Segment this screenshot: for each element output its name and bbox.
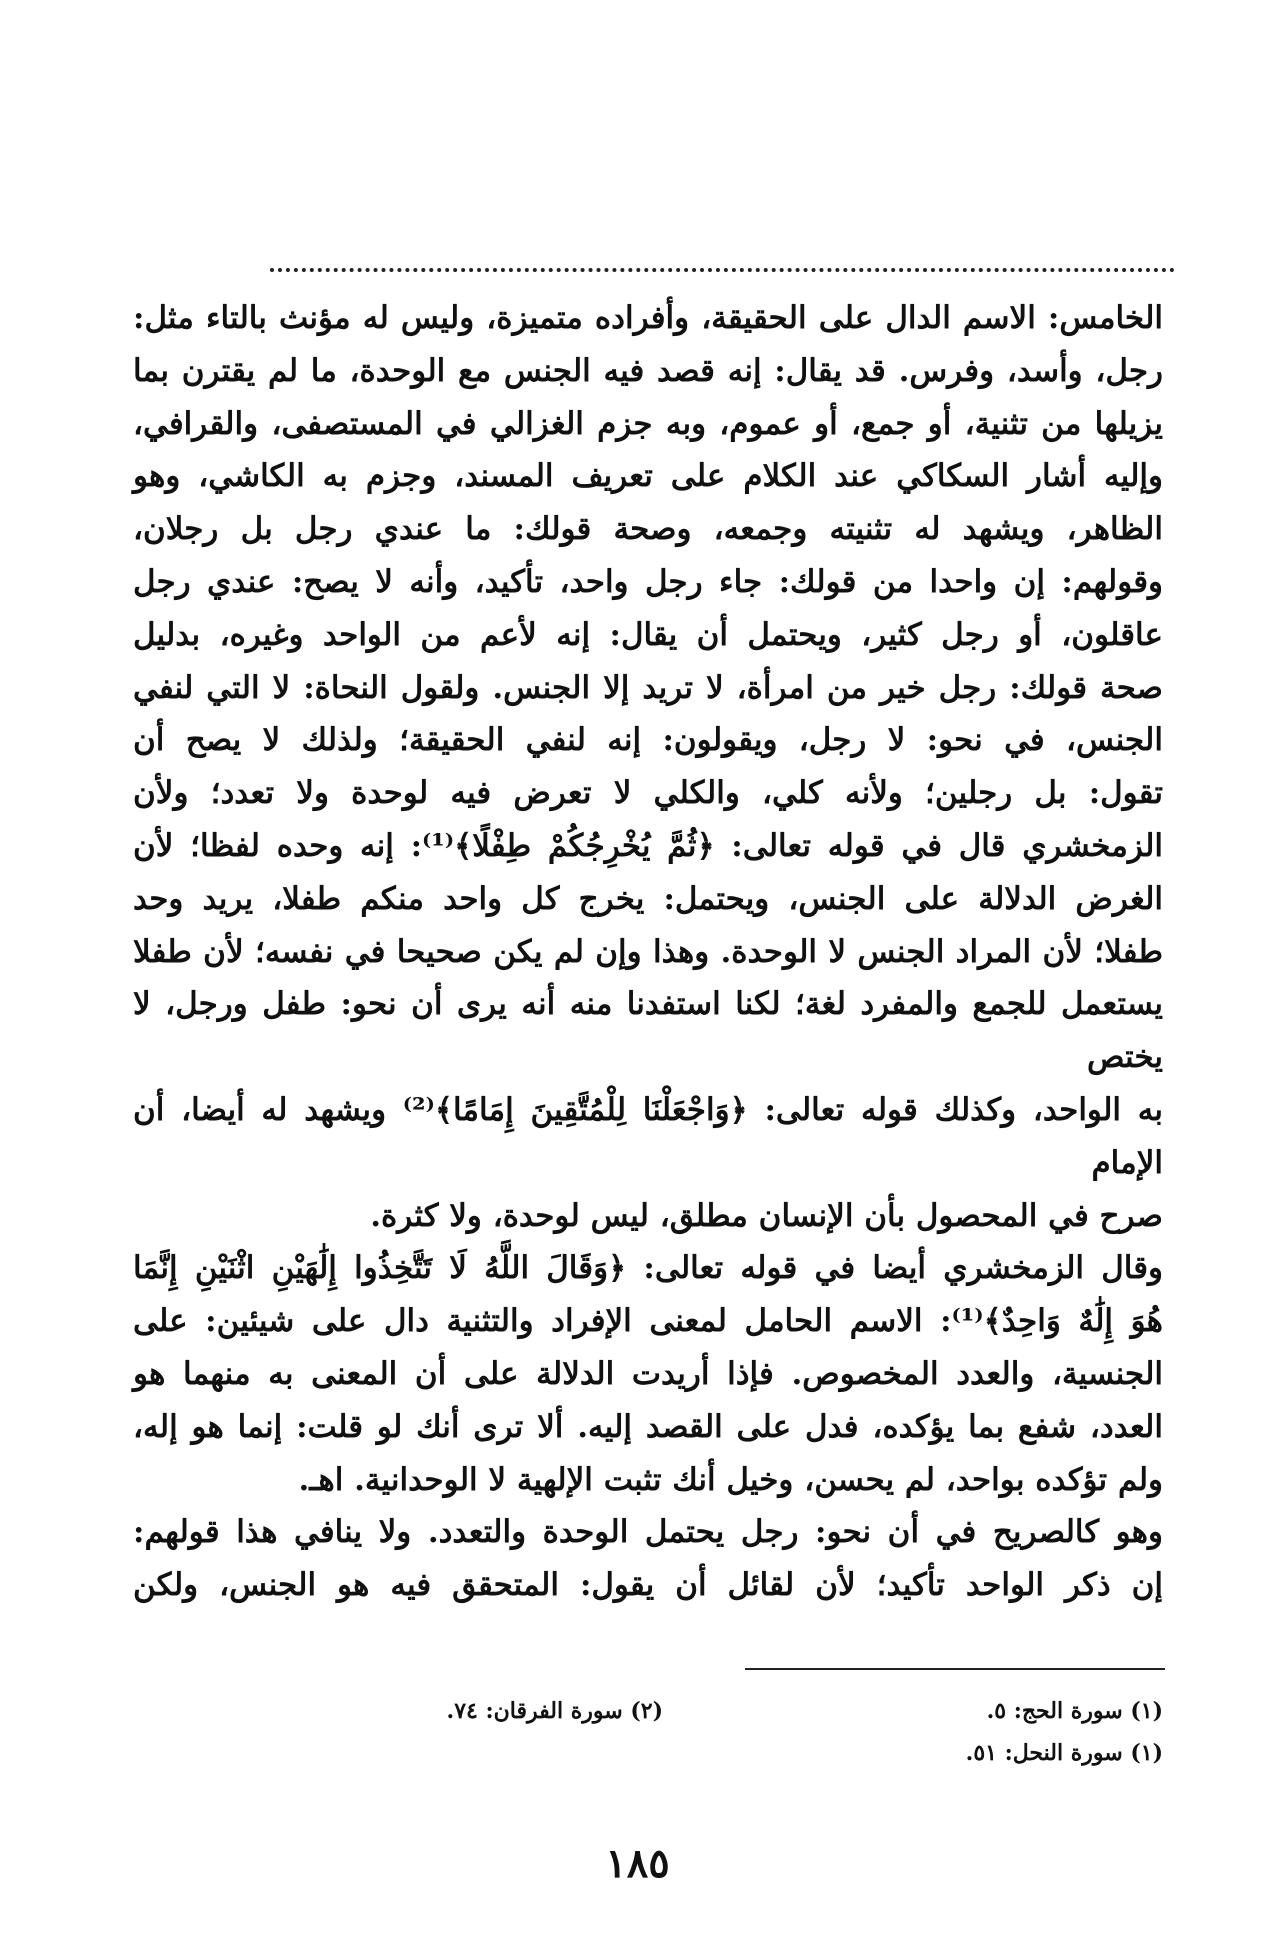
- text-line: الجنسية، والعدد المخصوص. فإذا أريدت الدلالة على أن المعنى به منهما هو: [133, 1355, 1163, 1392]
- text-line: العدد، شفع بما يؤكده، فدل على القصد إليه. ألا ترى أنك لو قلت: إنما هو إله،: [133, 1408, 1163, 1445]
- text-line: وقال الزمخشري أيضا في قوله تعالى: ﴿وَقَالَ اللَّهُ لَا تَتَّخِذُوا إِلَٰهَيْنِ اثْنَيْنِ إِنَّمَا: [133, 1250, 1163, 1287]
- text-line: الغرض الدلالة على الجنس، ويحتمل: يخرج كل واحد منكم طفلا، يريد وحد: [133, 880, 1163, 917]
- text-line: به الواحد، وكذلك قوله تعالى: ﴿وَاجْعَلْنَا لِلْمُتَّقِينَ إِمَامًا﴾⁽²⁾ ويشهد له أيضا، أن الإمام: [133, 1091, 1163, 1181]
- text-line: ولم تؤكده بواحد، لم يحسن، وخيل أنك تثبت الإلهية لا الوحدانية. اهـ.: [298, 1461, 1163, 1498]
- text-line: يزيلها من تثنية، أو جمع، أو عموم، وبه جزم الغزالي في المستصفى، والقرافي،: [133, 405, 1163, 442]
- footnotes: [163, 1690, 1163, 1774]
- top-dotted-rule: [270, 268, 1175, 272]
- main-text: [133, 292, 1163, 1612]
- text-line: يستعمل للجمع والمفرد لغة؛ لكنا استفدنا منه أنه يرى أن نحو: طفل ورجل، لا يختص: [133, 986, 1163, 1076]
- text-line: هُوَ إِلَٰهٌ وَاحِدٌ﴾⁽¹⁾: الاسم الحامل لمعنى الإفراد والتثنية دال على شيئين: على: [133, 1303, 1163, 1340]
- text-line: وقولهم: إن واحدا من قولك: جاء رجل واحد، تأكيد، وأنه لا يصح: عندي رجل: [133, 563, 1163, 600]
- footnote: (١) سورة الحج: ٥.: [986, 1698, 1163, 1724]
- text-line: صرح في المحصول بأن الإنسان مطلق، ليس لوحدة، ولا كثرة.: [370, 1197, 1163, 1234]
- page-number: ١٨٥: [605, 1840, 670, 1887]
- footnote: (٢) سورة الفرقان: ٧٤.: [446, 1698, 663, 1724]
- footnote-row: [163, 1732, 1163, 1774]
- text-line: الجنس، في نحو: لا رجل، ويقولون: إنه لنفي الحقيقة؛ ولذلك لا يصح أن: [133, 722, 1163, 759]
- text-line: رجل، وأسد، وفرس. قد يقال: إنه قصد فيه الجنس مع الوحدة، ما لم يقترن بما: [133, 352, 1163, 389]
- footnote: (١) سورة النحل: ٥١.: [965, 1740, 1163, 1766]
- text-line: الظاهر، ويشهد له تثنيته وجمعه، وصحة قولك: ما عندي رجل بل رجلان،: [133, 511, 1163, 548]
- text-line: وإليه أشار السكاكي عند الكلام على تعريف المسند، وجزم به الكاشي، وهو: [133, 458, 1163, 495]
- text-line: الزمخشري قال في قوله تعالى: ﴿ثُمَّ يُخْرِجُكُمْ طِفْلًا﴾⁽¹⁾: إنه وحده لفظا؛ لأن: [133, 827, 1164, 864]
- text-line: وهو كالصريح في أن نحو: رجل يحتمل الوحدة والتعدد. ولا ينافي هذا قولهم:: [133, 1514, 1163, 1551]
- text-line: عاقلون، أو رجل كثير، ويحتمل أن يقال: إنه لأعم من الواحد وغيره، بدليل: [133, 616, 1163, 653]
- text-line: الخامس: الاسم الدال على الحقيقة، وأفراده متميزة، وليس له مؤنث بالتاء مثل:: [133, 300, 1163, 336]
- footnote-rule: [745, 1668, 1165, 1670]
- footnote-row: [163, 1690, 1163, 1732]
- text-line: إن ذكر الواحد تأكيد؛ لأن لقائل أن يقول: المتحقق فيه هو الجنس، ولكن: [133, 1567, 1163, 1604]
- text-line: تقول: بل رجلين؛ ولأنه كلي، والكلي لا تعرض فيه لوحدة ولا تعدد؛ ولأن: [133, 775, 1163, 812]
- text-line: صحة قولك: رجل خير من امرأة، لا تريد إلا الجنس. ولقول النحاة: لا التي لنفي: [133, 669, 1163, 706]
- text-line: طفلا؛ لأن المراد الجنس لا الوحدة. وهذا وإن لم يكن صحيحا في نفسه؛ لأن طفلا: [133, 933, 1163, 970]
